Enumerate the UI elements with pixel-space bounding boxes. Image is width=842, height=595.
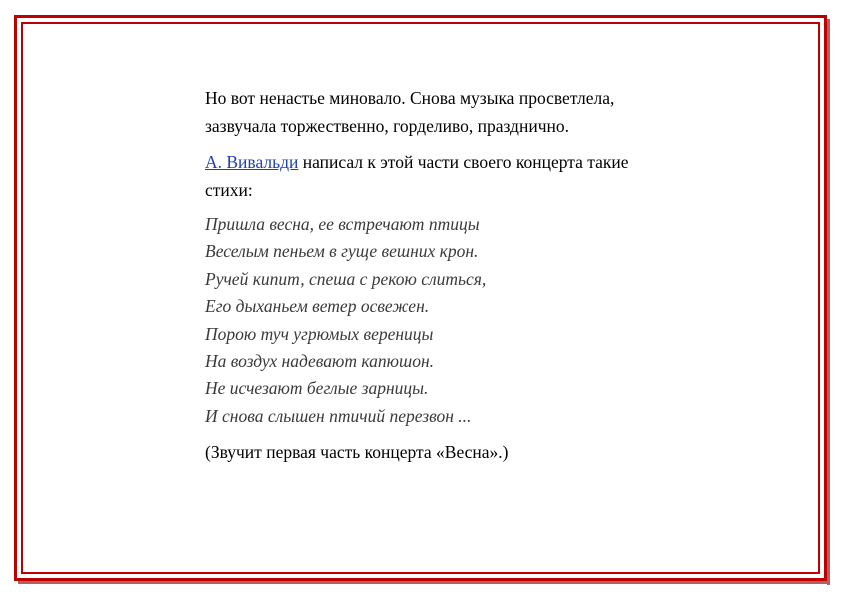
poem-line: И снова слышен птичий перезвон ... [205, 405, 472, 426]
slide-content [205, 84, 705, 466]
frame-shadow-bottom [18, 581, 830, 584]
intro-line-1: Но вот ненастье миновало. Снова музыка просветлела, [205, 88, 615, 108]
composer-paragraph [205, 148, 705, 204]
poem-line: Веселым пеньем в гуще вешних крон. [205, 241, 479, 262]
closing-remark: (Звучит первая часть концерта «Весна».) [205, 442, 509, 463]
intro-paragraph [205, 84, 705, 140]
composer-line-2: стихи: [205, 180, 253, 200]
composer-line-1 [205, 148, 705, 176]
poem-line: Пришла весна, ее встречают птицы [205, 214, 480, 234]
frame-shadow-right [827, 19, 830, 585]
composer-link[interactable]: А. Вивальди [205, 152, 299, 172]
poem-line: Ручей кипит, спеша с рекою слиться, [205, 268, 487, 289]
poem-block [205, 211, 705, 430]
poem-line: На воздух надевают капюшон. [205, 351, 434, 372]
composer-line-1-text: написал к этой части своего концерта такие [298, 152, 629, 172]
poem-line: Порою туч угрюмых вереницы [205, 323, 434, 344]
poem-line: Его дыханьем ветер освежен. [205, 296, 430, 317]
intro-line-2: зазвучала торжественно, горделиво, празднично. [205, 116, 569, 136]
poem-line: Не исчезают беглые зарницы. [205, 378, 429, 399]
